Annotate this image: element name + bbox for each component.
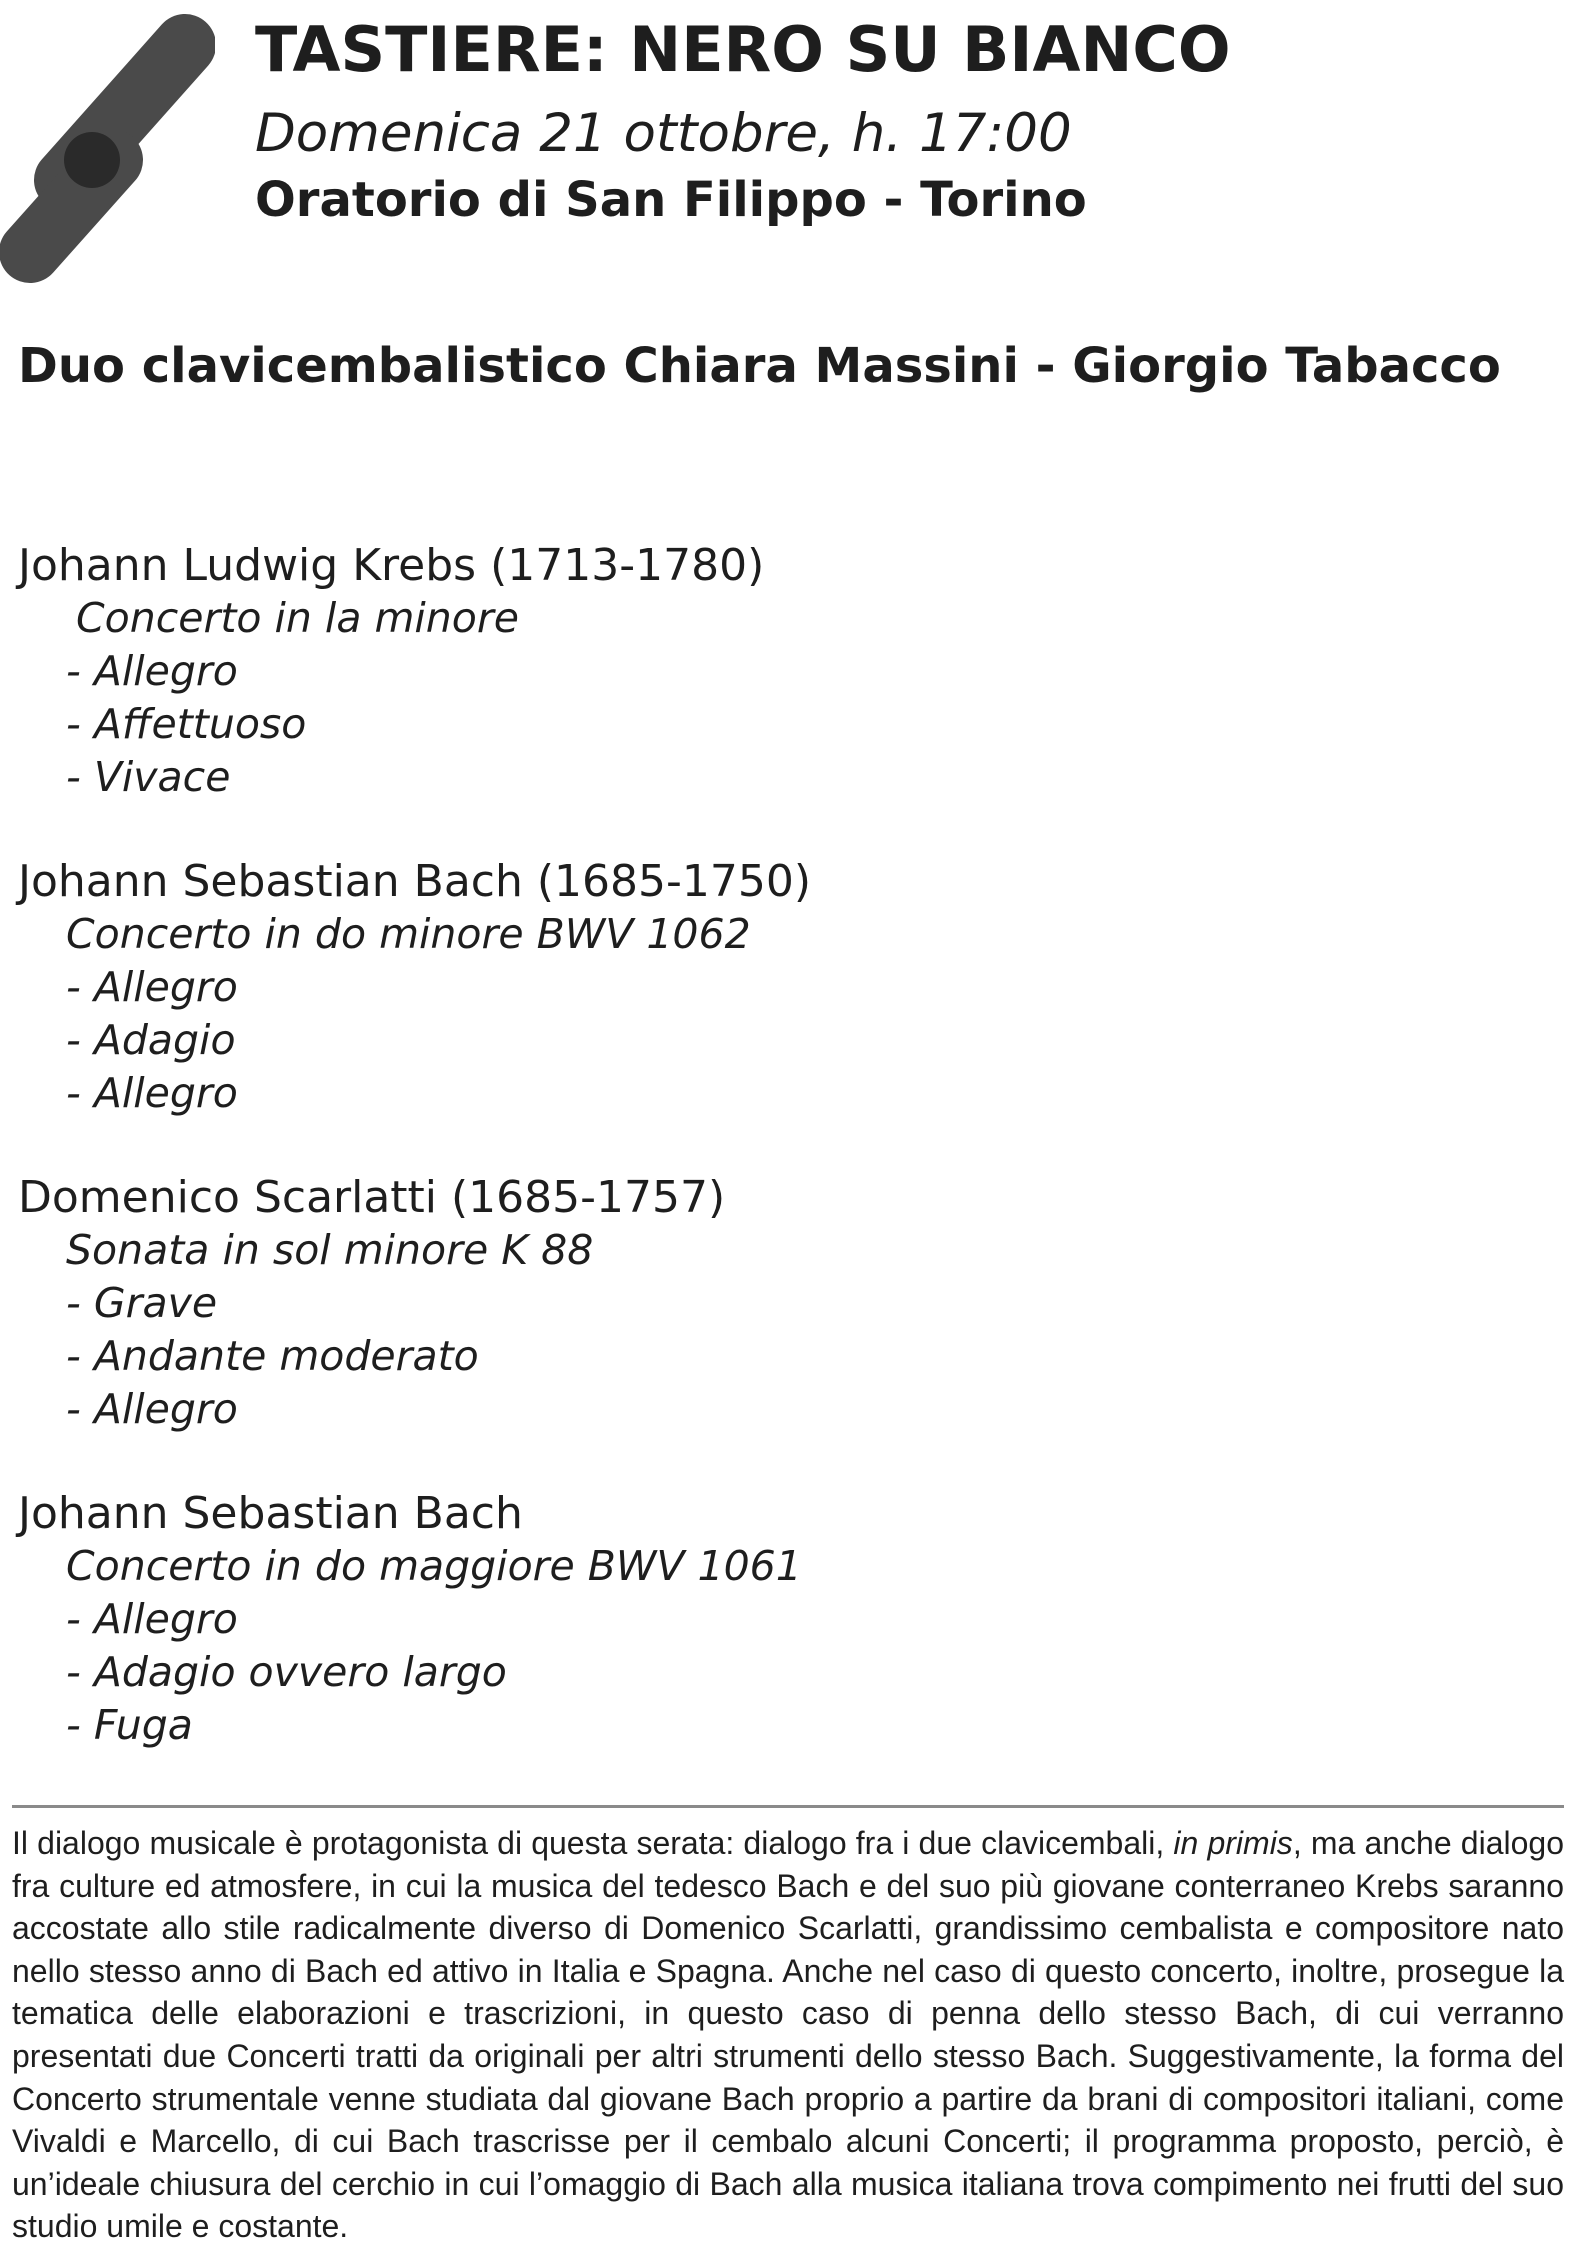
movement: - Allegro	[66, 1385, 238, 1433]
movement: - Allegro	[66, 1069, 238, 1117]
ensemble-name: Duo clavicembalistico Chiara Massini - Giorgio Tabacco	[18, 338, 1501, 394]
program-piece	[18, 1172, 1558, 1436]
movement: - Allegro	[66, 647, 238, 695]
movement: - Vivace	[66, 753, 231, 801]
program-piece	[18, 1488, 1558, 1752]
work-title: Concerto in do maggiore BWV 1061	[66, 1542, 802, 1590]
movement: - Andante moderato	[66, 1332, 479, 1380]
composer-name: Johann Sebastian Bach (1685-1750)	[18, 856, 812, 907]
movement: - Fuga	[66, 1701, 193, 1749]
work-title: Sonata in sol minore K 88	[66, 1226, 594, 1274]
event-header	[255, 10, 1575, 230]
event-venue: Oratorio di San Filippo - Torino	[255, 172, 1087, 228]
movement: - Affettuoso	[66, 700, 307, 748]
program-description	[12, 1822, 1564, 2248]
description-text: Il dialogo musicale è protagonista di questa serata: dialogo fra i due clavicembali,	[12, 1825, 1174, 1861]
description-emphasis: in primis	[1173, 1825, 1293, 1861]
logo-icon	[0, 0, 215, 285]
program-piece	[18, 856, 1558, 1120]
movement: - Adagio ovvero largo	[66, 1648, 507, 1696]
movement: - Grave	[66, 1279, 218, 1327]
movement: - Adagio	[66, 1016, 236, 1064]
description-text: , ma anche dialogo fra culture ed atmosfere, in cui la musica del tedesco Bach e del suo più giovane conterraneo Krebs saranno accostate allo stile radicalmente diverso di Domenico Scarlatti, grandissimo cembalista e compositore nato nello stesso anno di Bach ed attivo in Italia e Spagna. Anche nel caso di questo concerto, inoltre, prosegue la tematica delle elaborazioni e trascrizioni, in questo caso di penna dello stesso Bach, di cui verranno presentati due Concerti tratti da originali per altri strumenti dello stesso Bach. Suggestivamente, la forma del Concerto strumentale venne studiata dal giovane Bach proprio a partire da brani di compositori italiani, come Vivaldi e Marcello, di cui Bach trascrisse per il cembalo alcuni Concerti; il programma proposto, perciò, è un’ideale chiusura del cerchio in cui l’omaggio di Bach alla musica italiana trova compimento nei frutti del suo studio umile e costante.	[12, 1825, 1565, 2245]
composer-name: Johann Sebastian Bach	[18, 1488, 523, 1539]
event-date: Domenica 21 ottobre, h. 17:00	[255, 103, 1072, 164]
work-title: Concerto in la minore	[76, 594, 519, 642]
program-piece	[18, 540, 1558, 804]
section-divider	[12, 1805, 1564, 1808]
event-title: TASTIERE: NERO SU BIANCO	[255, 13, 1231, 86]
work-title: Concerto in do minore BWV 1062	[66, 910, 751, 958]
program-list	[18, 540, 1558, 1804]
composer-name: Domenico Scarlatti (1685-1757)	[18, 1172, 726, 1223]
composer-name: Johann Ludwig Krebs (1713-1780)	[18, 540, 765, 591]
movement: - Allegro	[66, 1595, 238, 1643]
movement: - Allegro	[66, 963, 238, 1011]
